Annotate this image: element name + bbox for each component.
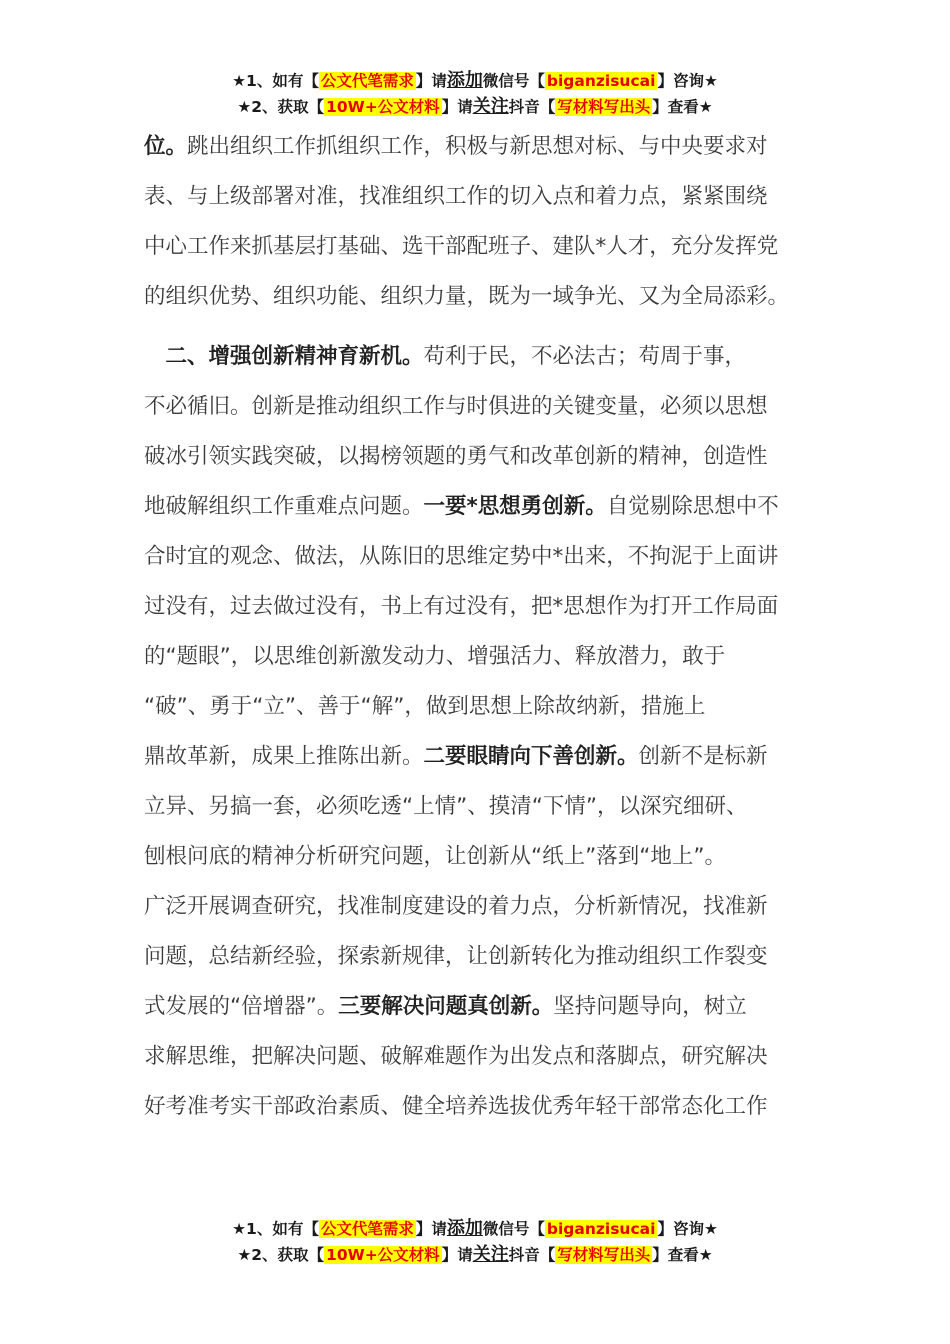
text-line [144,882,808,932]
body-text: 苟利于民，不必法古；苟周于事， [423,344,747,369]
wechat-id-highlight: biganzisucai [546,1220,656,1238]
notice-text: 抖音【 [508,98,556,116]
notice-text: 】咨询★ [657,1220,718,1238]
text-line [144,1082,808,1132]
text-line [144,272,808,322]
text-line [144,172,808,222]
body-text: 的组织优势、组织功能、组织力量，既为一域争光、又为全局添彩。 [144,284,790,309]
body-text: 创新不是标新 [638,744,768,769]
notice-line-1 [0,1216,950,1242]
text-line [144,682,808,732]
text-line [144,332,808,382]
body-text: 过没有，过去做过没有，书上有过没有，把*思想作为打开工作局面 [144,594,779,619]
footer-notice [0,1216,950,1268]
notice-line-1 [0,68,950,94]
notice-text: 】查看★ [652,98,713,116]
notice-text: 】请 [415,72,447,90]
notice-text: ★2、获取【 [237,98,325,116]
body-text: 式发展的“倍增器”。 [144,994,339,1019]
notice-text: 】请 [441,98,473,116]
text-line [144,532,808,582]
body-text: 自觉剔除思想中不 [606,494,779,519]
body-text: 合时宜的观念、做法，从陈旧的思维定势中*出来，不拘泥于上面讲 [144,544,779,569]
body-text: “破”、勇于“立”、善于“解”，做到思想上除故纳新，措施上 [144,694,706,719]
body-text: 求解思维，把解决问题、破解难题作为出发点和落脚点，研究解决 [144,1044,768,1069]
notice-line-2 [0,1242,950,1268]
notice-text: 】请 [441,1246,473,1264]
notice-text: 微信号【 [482,72,545,90]
body-text: 表、与上级部署对准，找准组织工作的切入点和着力点，紧紧围绕 [144,184,768,209]
wechat-id-highlight: biganzisucai [546,72,656,90]
body-text: 破冰引领实践突破，以揭榜领题的勇气和改革创新的精神，创造性 [144,444,768,469]
body-text: 鼎故革新，成果上推陈出新。 [144,744,424,769]
text-line [144,982,808,1032]
bold-heading-text: 二、增强创新精神育新机。 [144,344,424,369]
document-body [144,122,808,1132]
text-line [144,482,808,532]
body-text: 立异、另搞一套，必须吃透“上情”、摸清“下情”，以深究细研、 [144,794,748,819]
notice-text: 微信号【 [482,1220,545,1238]
bold-heading-text: 二要眼睛向下善创新。 [423,744,639,769]
notice-underlined: 添加 [446,1218,483,1239]
bold-heading-text: 三要解决问题真创新。 [338,994,554,1019]
notice-text: ★1、如有【 [232,1220,319,1238]
notice-highlight: 公文代笔需求 [320,72,414,90]
notice-underlined: 添加 [446,70,483,91]
body-text: 坚持问题导向，树立 [553,994,747,1019]
body-text: 跳出组织工作抓组织工作，积极与新思想对标、与中央要求对 [187,134,768,159]
text-line [144,122,808,172]
notice-text: 抖音【 [508,1246,556,1264]
notice-text: ★1、如有【 [232,72,319,90]
notice-line-2 [0,94,950,120]
notice-highlight: 10W+公文材料 [326,98,440,116]
body-text: 的“题眼”，以思维创新激发动力、增强活力、释放潜力，敢于 [144,644,726,669]
notice-highlight: 10W+公文材料 [326,1246,440,1264]
notice-text: 】请 [415,1220,447,1238]
body-text: 中心工作来抓基层打基础、选干部配班子、建队*人才，充分发挥党 [144,234,779,259]
header-notice [0,68,950,120]
body-text: 不必循旧。创新是推动组织工作与时俱进的关键变量，必须以思想 [144,394,768,419]
text-line [144,632,808,682]
body-text: 好考准考实干部政治素质、健全培养选拔优秀年轻干部常态化工作 [144,1094,768,1119]
text-line [144,1032,808,1082]
douyin-highlight: 写材料写出头 [557,98,651,116]
notice-underlined: 关注 [472,96,509,117]
text-line [144,222,808,272]
notice-text: 】咨询★ [657,72,718,90]
text-line [144,432,808,482]
body-text: 问题，总结新经验，探索新规律，让创新转化为推动组织工作裂变 [144,944,768,969]
text-line [144,382,808,432]
text-line [144,782,808,832]
text-line [144,582,808,632]
notice-text: ★2、获取【 [237,1246,325,1264]
body-text: 刨根问底的精神分析研究问题，让创新从“纸上”落到“地上”。 [144,844,727,869]
notice-highlight: 公文代笔需求 [320,1220,414,1238]
body-text: 地破解组织工作重难点问题。 [144,494,424,519]
body-text: 广泛开展调查研究，找准制度建设的着力点，分析新情况，找准新 [144,894,768,919]
bold-heading-text: 位。 [144,134,188,159]
notice-underlined: 关注 [472,1244,509,1265]
text-line [144,932,808,982]
text-line [144,832,808,882]
text-line [144,732,808,782]
notice-text: 】查看★ [652,1246,713,1264]
bold-heading-text: 一要*思想勇创新。 [423,494,607,519]
douyin-highlight: 写材料写出头 [557,1246,651,1264]
